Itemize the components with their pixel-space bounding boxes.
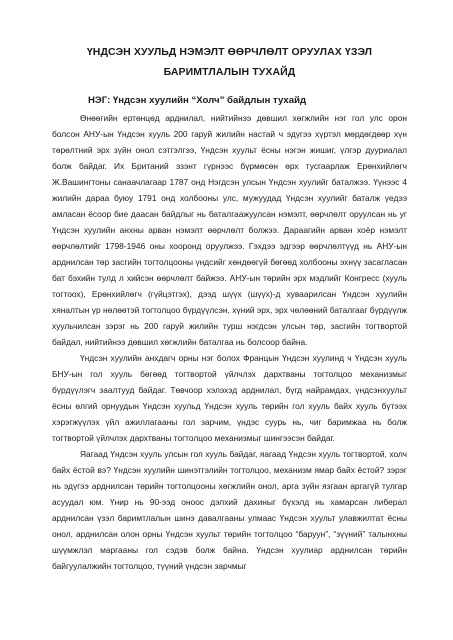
paragraph: Өнөөгийн ертөнцөд арднилал, нийтийнээ дөвшил хөгжлийн нэг гол улс орон болсон АНУ-ын Үндсэн хууль 200 гаруй жилийн настай ч эдүгээ хүртэл мөрдөгдөөр хүн төрөлтний эрх зүйн онол сэтгэлгээ, Үндсэн хуульт ёсны нэгэн жишиг, үлгэр дууриалал болж байдаг. Их Британий эзэнт гүрнээс бүрмөсөн өрх тусгаарлаж Ерөнхийлөгч Ж.Вашингтоны санаачлагаар 1787 онд Нэгдсэн улсын Үндсэн хуулийг баталжээ. Үүнээс 4 жилийн дараа буюу 1791 онд холбооны улс, мужуудад Үндсэн хуулийг баталж үедээ амласан ёсоор бие даасан байдлыг нь баталгаажуулсан нэмэлт, өөрчлөлт оруулсан нь уг Үндсэн хуулийн анхны арван нэмэлт өөрчлөлт болжээ. Дараагийн арван хоёр нэмэлт өөрчлөлтийг 1798-1946 оны хооронд оруулжээ. Гэхдээ эдгээр өөрчлөлтүүд нь АНУ-ын арднилсан төр засгийн тогтолцооны үндсийг хөндөөгүй бөгөөд холбооны эхнүү засагласан бат бэхийн тулд л хийсэн өөрчлөлт байжээ. АНУ-ын төрийн эрх мэдлийг Конгресс (хууль тогтоох), Ерөнхийлөгч (гүйцэтгэх), дээд шүүх (шүүх)-д хуваарилсан Үндсэн хуулийн хяналтын үр нөлөөтэй тогтолцоо бүрдүүлсэн, хүний эрх, эрх чөлөөний баталгааг бүрдүүлж хуульчилсан зэрэг нь 200 гаруй жилийн турш нэгдсэн улсын төр, засгийн тогтвортой байдал, нийтийнээ дөвшил хөгжлийн баталгаа нь болсоор байна.	[52, 113, 407, 347]
paragraph: Үндсэн хуулийн анхдагч орны нэг болох Францын Үндсэн хуулинд ч Үндсэн хууль БНУ-ын гол хууль бөгөөд тогтвортой үйлчлэх дархтваны тогтолцоо механизмыг бүрдүүлэгч заалтууд байдаг. Төвчоор хэлэхэд арднилал, бүгд найрамдах, үндсэнхуульт ёсны өлгий орнуудын Үндсэн хуульд Үндсэн хууль төрийн гол хууль байх хууль бүтээх хэрэгжүүлэх үйл ажиллагааны гол зарчим, үндэс суурь нь, чиг баримжаа нь болж тогтвортой үйлчлэх дархтваны тогтолцоо механизмыг шингээсэн байдаг.	[52, 353, 407, 443]
section-heading: НЭГ: Үндсэн хуулийн “Холч” байдлын тухайд	[88, 95, 307, 106]
paragraph: Яагаад Үндсэн хууль улсын гол хууль байдаг, яагаад Үндсэн хууль тогтвортой, холч байх ёстой вэ? Үндсэн хуулийн шинэтгэлийн тогтолцоо, механизм ямар байх ёстой? зэрэг нь эдүгээ арднилсан төрийн тогтолцооны хөгжлийн онол, арга зүйн язгаан аргагүй тулгар асуудал юм. Үнир нь 90-ээд оноос дэлхий дахиныг бүхэлд нь хамарсан либерал арднилсан үзэл баримтлалын шинэ давалгааны улмаас Үндсэн хуульт улавжилтат ёсны онол, арднилсан олон орны Үндсэн хуульт төрийн тогтолцоо “баруун”, “зүүний” талынхны шүүмжлэл маргааны гол сэдэв болж байна. Үндсэн хуулиар арднилсан төрийн байгуулалжийн тогтолцоо, түүний үндсэн зарчмыг	[52, 449, 407, 571]
document-title: ҮНДСЭН ХУУЛЬД НЭМЭЛТ ӨӨРЧЛӨЛТ ОРУУЛАХ ҮЗЭЛ БАРИМТЛАЛЫН ТУХАЙД	[86, 46, 373, 78]
